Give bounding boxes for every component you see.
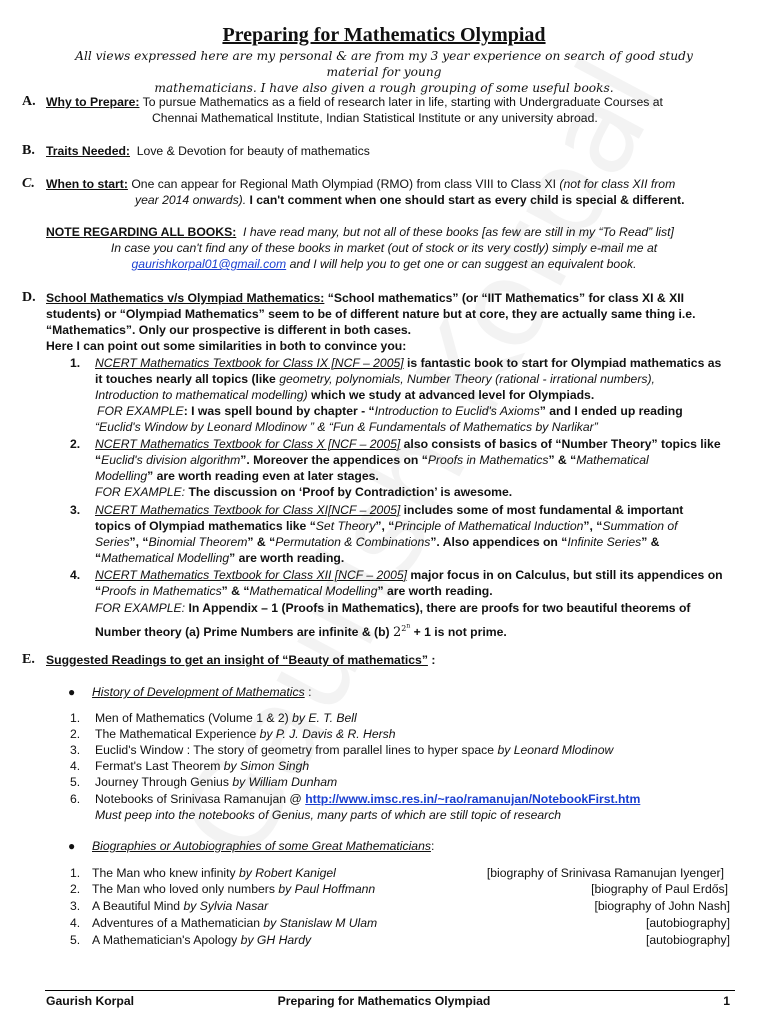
bio-item-1-note: [biography of Srinivasa Ramanujan Iyenger] bbox=[486, 866, 724, 880]
d-item-3-line-1 bbox=[95, 502, 683, 518]
formula-exp bbox=[401, 624, 410, 633]
d-item-3-sep-2: ”, “ bbox=[583, 519, 603, 533]
d-item-1-text-2: it touches nearly all topics (like bbox=[95, 372, 276, 386]
history-item-1-title: Men of Mathematics (Volume 1 & 2) bbox=[95, 711, 289, 725]
history-item-3 bbox=[95, 742, 613, 758]
bio-item-2 bbox=[92, 881, 375, 897]
group-history-heading: History of Development of Mathematics bbox=[92, 685, 305, 699]
d-item-3-line-3 bbox=[95, 534, 659, 550]
section-d-text-3: “Mathematics”. Only our prospective is different in both cases. bbox=[46, 323, 412, 337]
d-item-1-example-italic: Introduction to Euclid's Axioms bbox=[374, 404, 540, 418]
history-item-6 bbox=[95, 791, 640, 807]
history-item-1-author: by E. T. Bell bbox=[292, 711, 357, 725]
d-item-3-book: NCERT Mathematics Textbook for Class XI[NCF – 2005] bbox=[95, 503, 401, 517]
section-a-line-1 bbox=[46, 94, 663, 110]
d-item-2-italic-2: Proofs in Mathematics bbox=[427, 453, 549, 467]
history-item-3-title: Euclid's Window : The story of geometry from parallel lines to hyper space bbox=[95, 743, 495, 757]
note-text-1: I have read many, but not all of these books [as few are still in my “To Read” list] bbox=[243, 225, 674, 239]
d-item-1-italic-3: Introduction to mathematical modelling) bbox=[95, 388, 308, 402]
bio-item-3-author: by Sylvia Nasar bbox=[183, 899, 269, 913]
d-item-3-line-2 bbox=[95, 518, 678, 534]
d-item-1-line-3 bbox=[95, 387, 594, 403]
section-e-label: E. bbox=[22, 652, 35, 667]
footer-title: Preparing for Mathematics Olympiad bbox=[277, 994, 491, 1008]
d-item-3-line-4 bbox=[95, 550, 344, 566]
footer-author: Gaurish Korpal bbox=[46, 994, 135, 1008]
bio-item-1 bbox=[92, 865, 336, 881]
d-item-2-number: 2. bbox=[70, 437, 81, 451]
d-item-2-line-2 bbox=[95, 452, 649, 468]
section-a-heading: Why to Prepare: bbox=[46, 95, 140, 109]
d-item-2-text-3: ” & “ bbox=[548, 453, 577, 467]
bio-item-5-title: A Mathematician's Apology bbox=[92, 933, 238, 947]
d-item-3-sep-3: ”, “ bbox=[129, 535, 149, 549]
d-item-3-italic-7: Infinite Series bbox=[567, 535, 642, 549]
d-item-3-italic-5: Binomial Theorem bbox=[148, 535, 248, 549]
section-e-line bbox=[46, 652, 435, 668]
history-item-4-author: by Simon Singh bbox=[223, 759, 310, 773]
section-d-label: D. bbox=[22, 290, 36, 305]
d-item-1-italic-2: geometry, polynomials, Number Theory (rational - irrational numbers), bbox=[279, 372, 655, 386]
d-item-4-book: NCERT Mathematics Textbook for Class XII [NCF – 2005] bbox=[95, 568, 408, 582]
history-item-5 bbox=[95, 774, 337, 790]
section-c-label: C. bbox=[22, 176, 35, 191]
d-item-3-italic-6: Permutation & Combinations bbox=[275, 535, 431, 549]
bio-item-2-title: The Man who loved only numbers bbox=[92, 882, 275, 896]
history-item-4-title: Fermat's Last Theorem bbox=[95, 759, 221, 773]
formula-exp-exp: n bbox=[406, 622, 411, 629]
note-line-3 bbox=[0, 256, 768, 272]
d-item-3-italic-1: Set Theory bbox=[315, 519, 376, 533]
section-d-text-1: “School mathematics” (or “IIT Mathematics” for class XI & XII bbox=[327, 291, 685, 305]
group-history-colon: : bbox=[308, 685, 312, 699]
section-a-label: A. bbox=[22, 94, 36, 109]
section-d-line-1 bbox=[46, 290, 684, 306]
d-item-4-quote-open: “ bbox=[95, 584, 102, 598]
history-item-2 bbox=[95, 726, 396, 742]
group-bios-colon: : bbox=[430, 839, 435, 853]
d-item-4-italic-1: Proofs in Mathematics bbox=[101, 584, 222, 598]
group-bios-heading: Biographies or Autobiographies of some Great Mathematicians bbox=[92, 839, 431, 853]
d-item-2-book: NCERT Mathematics Textbook for Class X [NCF – 2005] bbox=[95, 437, 401, 451]
section-d-text-4: Here I can point out some similarities in both to convince you: bbox=[46, 339, 407, 353]
footer-divider bbox=[45, 990, 735, 991]
section-e-colon: : bbox=[431, 653, 436, 667]
d-item-2-italic-1: Euclid's division algorithm bbox=[101, 453, 241, 467]
d-item-4-line-4 bbox=[95, 618, 507, 641]
ramanujan-note: Must peep into the notebooks of Genius, many parts of which are still topic of research bbox=[95, 808, 562, 822]
history-item-2-title: The Mathematical Experience bbox=[95, 727, 257, 741]
section-c-heading: When to start: bbox=[46, 177, 128, 191]
d-item-4-line-1 bbox=[95, 567, 723, 583]
d-item-4-formula bbox=[392, 622, 411, 640]
history-item-5-number: 5. bbox=[70, 775, 81, 789]
d-item-1-number: 1. bbox=[70, 356, 81, 370]
page-title: Preparing for Mathematics Olympiad bbox=[222, 24, 546, 46]
d-item-4-number: 4. bbox=[70, 568, 81, 582]
section-c-text-2: I can't comment when one should start as every child is special & different. bbox=[249, 193, 685, 207]
bio-item-2-note: [biography of Paul Erdős] bbox=[591, 882, 728, 896]
bio-item-4-number: 4. bbox=[70, 916, 81, 930]
subtitle-line-2: mathematicians. I have also given a rough grouping of some useful books. bbox=[154, 81, 614, 95]
history-item-6-title: Notebooks of Srinivasa Ramanujan @ bbox=[95, 792, 302, 806]
note-heading: NOTE REGARDING ALL BOOKS: bbox=[46, 225, 237, 239]
bio-item-5-number: 5. bbox=[70, 933, 81, 947]
d-item-2-line-3 bbox=[95, 468, 379, 484]
d-item-3-sep-5: ”. Also appendices on “ bbox=[430, 535, 568, 549]
d-item-1-example-end: ” and I ended up reading bbox=[539, 404, 683, 418]
section-b-heading: Traits Needed: bbox=[46, 144, 130, 158]
d-item-3-sep-4: ” & “ bbox=[247, 535, 276, 549]
bullet-icon: ● bbox=[68, 685, 76, 699]
group-history-line bbox=[92, 684, 311, 700]
d-item-3-italic-3: Summation of bbox=[602, 519, 678, 533]
group-bios-line bbox=[92, 838, 434, 854]
history-item-6-number: 6. bbox=[70, 792, 81, 806]
d-item-4-text-5: + 1 is not prime. bbox=[413, 624, 507, 639]
d-item-4-text-1: major focus in on Calculus, but still its appendices on bbox=[410, 568, 723, 582]
section-c-italic-2: year 2014 onwards). bbox=[135, 193, 247, 207]
d-item-2-example-label: FOR EXAMPLE: bbox=[95, 485, 186, 499]
bio-item-3-number: 3. bbox=[70, 899, 81, 913]
d-item-1-text-5: “Euclid's Window by Leonard Mlodinow ” & “Fun & Fundamentals of Mathematics by Narlikar” bbox=[95, 420, 598, 434]
note-text-3: and I will help you to get one or can suggest an equivalent book. bbox=[289, 257, 637, 271]
bio-item-5-author: by GH Hardy bbox=[240, 933, 312, 947]
history-item-2-author: by P. J. Davis & R. Hersh bbox=[259, 727, 396, 741]
d-item-1-example-label: FOR EXAMPLE bbox=[97, 404, 184, 418]
d-item-3-italic-2: Principle of Mathematical Induction bbox=[394, 519, 584, 533]
footer-page-number: 1 bbox=[723, 994, 730, 1008]
d-item-2-example: The discussion on ‘Proof by Contradiction’ is awesome. bbox=[188, 485, 513, 499]
d-item-2-quote-open: “ bbox=[95, 453, 102, 467]
bio-item-4 bbox=[92, 915, 377, 931]
d-item-4-example-label: FOR EXAMPLE: bbox=[95, 601, 186, 615]
d-item-4-sep-1: ” & “ bbox=[221, 584, 250, 598]
d-item-2-text-4: ” are worth reading even at later stages. bbox=[147, 469, 379, 483]
bio-item-4-author: by Stanislaw M Ulam bbox=[263, 916, 378, 930]
d-item-2-italic-4: Modelling bbox=[95, 469, 148, 483]
d-item-1-text-1: is fantastic book to start for Olympiad mathematics as bbox=[407, 356, 722, 370]
d-item-3-sep-6: ” & bbox=[641, 535, 660, 549]
history-item-5-author: by William Dunham bbox=[232, 775, 338, 789]
history-item-5-title: Journey Through Genius bbox=[95, 775, 229, 789]
email-link[interactable]: gaurishkorpal01@gmail.com bbox=[131, 257, 287, 271]
history-item-4 bbox=[95, 758, 309, 774]
history-item-1-number: 1. bbox=[70, 711, 81, 725]
d-item-1-line-2 bbox=[95, 371, 655, 387]
section-c-italic-1: (not for class XII from bbox=[559, 177, 676, 191]
history-item-3-number: 3. bbox=[70, 743, 81, 757]
history-item-4-number: 4. bbox=[70, 759, 81, 773]
bio-item-3-note: [biography of John Nash] bbox=[594, 899, 730, 913]
d-item-3-text-2: topics of Olympiad mathematics like “ bbox=[95, 519, 316, 533]
bio-item-5 bbox=[92, 932, 311, 948]
history-item-1 bbox=[95, 710, 357, 726]
d-item-2-text-1: also consists of basics of “Number Theory” topics like bbox=[403, 437, 721, 451]
d-item-3-text-4: ” are worth reading. bbox=[229, 551, 345, 565]
bio-item-1-author: by Robert Kanigel bbox=[239, 866, 336, 880]
d-item-4-line-2 bbox=[95, 583, 493, 599]
section-d-text-2: students) or “Olympiad Mathematics” seem to be of different nature but at core, they are actually same thing i.e. bbox=[46, 307, 696, 321]
d-item-1-line-1 bbox=[95, 355, 721, 371]
section-c-text-1: One can appear for Regional Math Olympiad (RMO) from class VIII to Class XI bbox=[131, 177, 557, 191]
note-line-1 bbox=[46, 224, 674, 240]
d-item-3-text-1: includes some of most fundamental & important bbox=[403, 503, 684, 517]
history-item-2-number: 2. bbox=[70, 727, 81, 741]
section-b-label: B. bbox=[22, 143, 35, 158]
section-b-text: Love & Devotion for beauty of mathematics bbox=[136, 144, 370, 158]
bullet-icon: ● bbox=[68, 839, 76, 853]
section-d-heading: School Mathematics v/s Olympiad Mathematics: bbox=[46, 291, 325, 305]
note-text-2: In case you can't find any of these books in market (out of stock or its very costly) simply e-mail me at bbox=[110, 241, 658, 255]
d-item-2-text-2: ”. Moreover the appendices on “ bbox=[240, 453, 428, 467]
bio-item-1-number: 1. bbox=[70, 866, 81, 880]
bio-item-4-note: [autobiography] bbox=[645, 916, 730, 930]
d-item-2-line-4 bbox=[95, 484, 512, 500]
formula-base: 2 bbox=[392, 624, 402, 640]
d-item-4-text-2: ” are worth reading. bbox=[377, 584, 493, 598]
bio-item-4-title: Adventures of a Mathematician bbox=[92, 916, 261, 930]
bio-item-1-title: The Man who knew infinity bbox=[92, 866, 236, 880]
ramanujan-notebook-link[interactable]: http://www.imsc.res.in/~rao/ramanujan/NotebookFirst.htm bbox=[305, 792, 641, 806]
d-item-1-text-3: which we study at advanced level for Olympiads. bbox=[311, 388, 595, 402]
d-item-3-italic-8: Mathematical Modelling bbox=[101, 551, 230, 565]
d-item-3-italic-4: Series bbox=[95, 535, 130, 549]
d-item-2-line-1 bbox=[95, 436, 721, 452]
d-item-3-number: 3. bbox=[70, 503, 81, 517]
bio-item-2-number: 2. bbox=[70, 882, 81, 896]
d-item-4-italic-2: Mathematical Modelling bbox=[249, 584, 378, 598]
page-subtitle bbox=[50, 48, 718, 96]
subtitle-line-1: All views expressed here are my personal & are from my 3 year experience on search of good study material for young bbox=[75, 49, 693, 79]
section-c-line-1 bbox=[46, 176, 675, 192]
bio-item-3 bbox=[92, 898, 268, 914]
d-item-3-quote-open: “ bbox=[95, 551, 102, 565]
section-b-line bbox=[46, 143, 370, 159]
section-c-line-2 bbox=[135, 192, 685, 208]
d-item-4-example: In Appendix – 1 (Proofs in Mathematics), there are proofs for two beautiful theorems of bbox=[188, 601, 691, 615]
d-item-4-text-4: Number theory (a) Prime Numbers are infinite & (b) bbox=[95, 624, 390, 639]
history-item-3-author: by Leonard Mlodinow bbox=[497, 743, 614, 757]
d-item-1-book: NCERT Mathematics Textbook for Class IX [NCF – 2005] bbox=[95, 356, 404, 370]
bio-item-5-note: [autobiography] bbox=[645, 933, 730, 947]
d-item-1-example: : I was spell bound by chapter - “ bbox=[183, 404, 375, 418]
d-item-4-line-3 bbox=[95, 600, 690, 616]
d-item-3-sep-1: ”, “ bbox=[375, 519, 395, 533]
bio-item-2-author: by Paul Hoffmann bbox=[278, 882, 376, 896]
section-a-text-1: To pursue Mathematics as a field of research later in life, starting with Undergraduate Courses at bbox=[142, 95, 663, 109]
d-item-2-italic-3: Mathematical bbox=[576, 453, 649, 467]
d-item-1-line-4 bbox=[97, 403, 683, 419]
section-e-heading: Suggested Readings to get an insight of “Beauty of mathematics” bbox=[46, 653, 428, 667]
formula-exp-base: 2 bbox=[401, 623, 407, 633]
bio-item-3-title: A Beautiful Mind bbox=[92, 899, 181, 913]
section-a-text-2: Chennai Mathematical Institute, Indian Statistical Institute or any university abroad. bbox=[152, 111, 598, 125]
